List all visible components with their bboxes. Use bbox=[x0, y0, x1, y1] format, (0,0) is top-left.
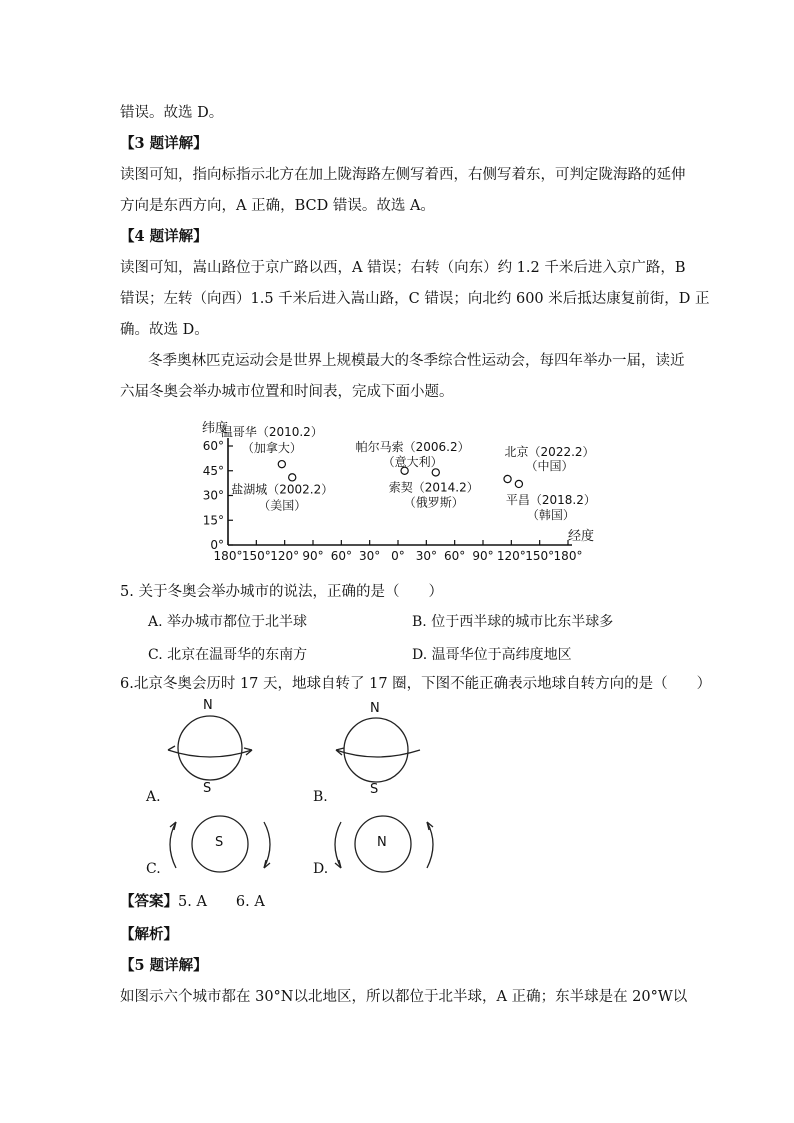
figure-b-south-label: S bbox=[370, 782, 379, 797]
figure-a-north-label: N bbox=[203, 698, 213, 713]
text-line: 方向是东西方向，A 正确，BCD 错误。故选 A。 bbox=[120, 198, 435, 214]
y-tick-label: 15° bbox=[202, 513, 224, 528]
city-country-label: （俄罗斯） bbox=[403, 495, 464, 510]
x-tick-label: 90° bbox=[302, 549, 324, 563]
x-tick-label: 30° bbox=[359, 549, 381, 563]
question-6-stem: 6.北京冬奥会历时 17 天，地球自转了 17 圈，下图不能正确表示地球自转方向的是（ ） bbox=[120, 676, 712, 692]
y-tick-label: 45° bbox=[202, 463, 224, 478]
figure-b-label: B. bbox=[313, 789, 328, 805]
text-line: 如图示六个城市都在 30°N以北地区，所以都位于北半球，A 正确；东半球是在 20°W以 bbox=[120, 989, 688, 1005]
x-tick-label: 120° bbox=[270, 549, 300, 563]
city-point bbox=[515, 480, 522, 487]
y-tick-label: 60° bbox=[202, 439, 224, 453]
x-tick-label: 90° bbox=[472, 549, 494, 563]
x-tick-label: 180° bbox=[553, 549, 583, 563]
figure-d-label: D. bbox=[313, 861, 329, 877]
olympic-city-chart bbox=[190, 412, 610, 572]
city-label: 索契（2014.2） bbox=[388, 480, 479, 495]
city-country-label: （韩国） bbox=[526, 507, 575, 522]
city-label: 平昌（2018.2） bbox=[505, 492, 596, 507]
figure-d-north-label: N bbox=[377, 835, 387, 850]
city-label: 盐湖城（2002.2） bbox=[231, 482, 334, 497]
figure-c-south-label: S bbox=[215, 835, 224, 850]
city-point bbox=[432, 469, 439, 476]
figure-b-north-label: N bbox=[370, 701, 380, 716]
x-tick-label: 60° bbox=[330, 549, 352, 563]
text-line: 错误；左转（向西）1.5 千米后进入嵩山路，C 错误；向北约 600 米后抵达康复前街，D 正 bbox=[120, 291, 710, 307]
x-tick-label: 150° bbox=[525, 549, 555, 563]
x-tick-label: 0° bbox=[391, 549, 405, 563]
option-5c: C. 北京在温哥华的东南方 bbox=[148, 647, 308, 663]
x-tick-label: 60° bbox=[444, 549, 466, 563]
figure-a-label: A. bbox=[146, 789, 161, 805]
city-label: 帕尔马索（2006.2） bbox=[355, 439, 470, 454]
y-tick-label: 30° bbox=[202, 488, 224, 503]
figure-a-globe bbox=[162, 712, 262, 784]
x-tick-label: 180° bbox=[213, 549, 243, 563]
city-label: 温哥华（2010.2） bbox=[220, 425, 323, 440]
city-country-label: （加拿大） bbox=[241, 441, 302, 456]
text-line: 读图可知，指向标指示北方在加上陇海路左侧写着西，右侧写着东，可判定陇海路的延伸 bbox=[120, 167, 686, 183]
city-label: 北京（2022.2） bbox=[504, 445, 595, 459]
x-tick-label: 30° bbox=[415, 549, 437, 563]
x-tick-label: 150° bbox=[241, 549, 271, 563]
city-point bbox=[278, 461, 285, 468]
x-tick-label: 120° bbox=[496, 549, 526, 563]
answer-line bbox=[120, 892, 265, 912]
question-5-stem: 5. 关于冬奥会举办城市的说法，正确的是（ ） bbox=[120, 584, 443, 600]
option-5d: D. 温哥华位于高纬度地区 bbox=[412, 647, 572, 663]
option-5b: B. 位于西半球的城市比东半球多 bbox=[412, 614, 614, 630]
text-line: 冬季奥林匹克运动会是世界上规模最大的冬季综合性运动会，每四年举办一届，读近 bbox=[148, 353, 685, 369]
city-country-label: （美国） bbox=[258, 498, 307, 513]
text-line: 读图可知，嵩山路位于京广路以西，A 错误；右转（向东）约 1.2 千米后进入京广路，B bbox=[120, 260, 686, 276]
x-axis-title: 经度 bbox=[568, 529, 595, 544]
figure-d-globe bbox=[327, 810, 447, 882]
analysis-heading: 【解析】 bbox=[120, 926, 178, 943]
city-point bbox=[289, 474, 296, 481]
answer-label: 【答案】 bbox=[120, 893, 178, 910]
option-5a: A. 举办城市都位于北半球 bbox=[148, 614, 308, 630]
figure-a-south-label: S bbox=[203, 781, 212, 796]
section-heading: 【4 题详解】 bbox=[120, 228, 208, 245]
section-heading: 【5 题详解】 bbox=[120, 957, 208, 974]
answer-text: 5. A 6. A bbox=[178, 894, 265, 910]
text-line: 确。故选 D。 bbox=[120, 322, 209, 338]
city-country-label: （中国） bbox=[525, 459, 574, 473]
section-heading: 【3 题详解】 bbox=[120, 135, 208, 152]
text-line: 六届冬奥会举办城市位置和时间表，完成下面小题。 bbox=[120, 384, 454, 400]
figure-c-label: C. bbox=[146, 861, 161, 877]
city-point bbox=[504, 475, 511, 482]
text-line: 错误。故选 D。 bbox=[120, 105, 224, 121]
city-country-label: （意大利） bbox=[382, 454, 443, 469]
y-axis-title: 纬度 bbox=[202, 421, 229, 436]
y-tick-label: 0° bbox=[210, 538, 224, 552]
figure-b-globe bbox=[328, 714, 428, 786]
